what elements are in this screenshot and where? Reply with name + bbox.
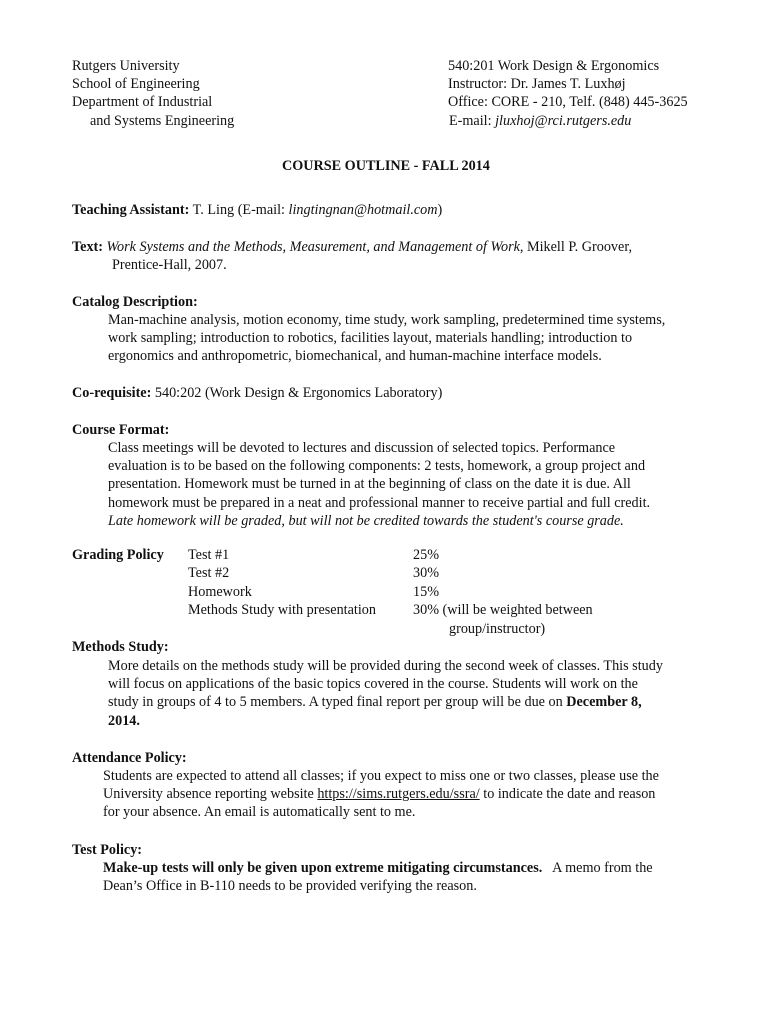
test-description	[103, 859, 653, 895]
textbook-author: , Mikell P. Groover,	[519, 239, 633, 255]
attendance-line: for your absence. An email is automatically sent to me.	[103, 804, 416, 821]
grading-item-weight: 15%	[413, 584, 440, 600]
memo-text: A memo from the	[542, 860, 653, 876]
instructor-email[interactable]: jluxhoj@rci.rutgers.edu	[495, 113, 632, 129]
late-homework-note: Late homework will be graded, but will not be credited towards the student's course grade.	[108, 512, 624, 529]
catalog-line: Man-machine analysis, motion economy, time study, work sampling, predetermined time systems,	[108, 312, 666, 328]
methods-line: More details on the methods study will be provided during the second week of classes. This study	[108, 658, 663, 674]
instructor: Instructor: Dr. James T. Luxhøj	[448, 76, 626, 92]
format-line: Class meetings will be devoted to lectures and discussion of selected topics. Performance	[108, 440, 616, 456]
department-name: Department of Industrial	[72, 94, 213, 110]
corequisite-value: 540:202 (Work Design & Ergonomics Laboratory)	[154, 385, 443, 401]
corequisite-line	[72, 384, 442, 402]
attendance-description	[103, 767, 659, 822]
test-heading: Test Policy:	[72, 842, 143, 858]
page-title: COURSE OUTLINE - FALL 2014	[282, 158, 490, 174]
catalog-line: ergonomics and anthropometric, biomechanical, and human-machine interface models.	[108, 348, 602, 365]
grading-heading: Grading Policy	[72, 547, 164, 563]
ta-close: )	[437, 202, 443, 218]
catalog-description	[108, 311, 665, 366]
format-description	[108, 439, 650, 530]
email-label: E-mail:	[449, 113, 496, 129]
format-line: evaluation is to be based on the following components: 2 tests, homework, a group project and	[108, 458, 646, 475]
catalog-line: work sampling; introduction to robotics, facilities layout, materials handling; introduction to	[108, 330, 633, 347]
grading-item-name: Test #1	[188, 547, 230, 563]
grading-weight-note: group/instructor)	[449, 621, 546, 637]
methods-line-text: study in groups of 4 to 5 members. A typed final report per group will be due on	[108, 694, 567, 711]
school-name: School of Engineering	[72, 76, 200, 92]
methods-line: will focus on applications of the basic topics covered in the course. Students will work on the	[108, 676, 638, 693]
attendance-line-pre: University absence reporting website	[103, 786, 318, 803]
ta-name: T. Ling (E-mail:	[192, 202, 289, 218]
grading-item-weight: 30% (will be weighted between	[413, 602, 593, 618]
attendance-line	[103, 785, 659, 803]
attendance-heading: Attendance Policy:	[72, 750, 187, 766]
ta-label: Teaching Assistant:	[72, 202, 190, 218]
textbook-line	[72, 238, 632, 256]
absence-reporting-link[interactable]: https://sims.rutgers.edu/ssra/	[317, 786, 480, 803]
ta-email[interactable]: lingtingnan@hotmail.com	[288, 202, 438, 218]
methods-line	[108, 693, 663, 711]
grading-item-name: Methods Study with presentation	[188, 602, 376, 618]
grading-item-name: Homework	[188, 584, 252, 600]
teaching-assistant-line	[72, 201, 442, 219]
catalog-heading: Catalog Description:	[72, 294, 198, 310]
instructor-email-line	[449, 112, 631, 130]
methods-description	[108, 657, 663, 730]
methods-heading: Methods Study:	[72, 639, 169, 655]
due-date: December 8,	[566, 694, 642, 711]
course-code: 540:201 Work Design & Ergonomics	[448, 58, 660, 74]
test-line: Dean’s Office in B-110 needs to be provided verifying the reason.	[103, 878, 477, 895]
textbook-publisher: Prentice-Hall, 2007.	[112, 257, 227, 273]
grading-item-weight: 30%	[413, 565, 440, 581]
format-heading: Course Format:	[72, 422, 170, 438]
corequisite-label: Co-requisite:	[72, 385, 152, 401]
university-name: Rutgers University	[72, 58, 180, 74]
office-info: Office: CORE - 210, Telf. (848) 445-3625	[448, 94, 688, 110]
format-line: presentation. Homework must be turned in at the beginning of class on the date it is due. All	[108, 476, 631, 493]
makeup-policy: Make-up tests will only be given upon extreme mitigating circumstances.	[103, 860, 543, 876]
department-name-continued: and Systems Engineering	[90, 113, 235, 129]
textbook-title: Work Systems and the Methods, Measurement, and Management of Work	[106, 239, 520, 255]
attendance-line: Students are expected to attend all classes; if you expect to miss one or two classes, please use the	[103, 768, 659, 784]
attendance-line-post: to indicate the date and reason	[479, 786, 656, 803]
grading-item-weight: 25%	[413, 547, 440, 563]
format-line: homework must be prepared in a neat and professional manner to receive partial and full credit.	[108, 494, 651, 511]
test-line	[103, 859, 653, 877]
text-label: Text:	[72, 239, 103, 255]
grading-item-name: Test #2	[188, 565, 230, 581]
due-year: 2014.	[108, 712, 140, 729]
